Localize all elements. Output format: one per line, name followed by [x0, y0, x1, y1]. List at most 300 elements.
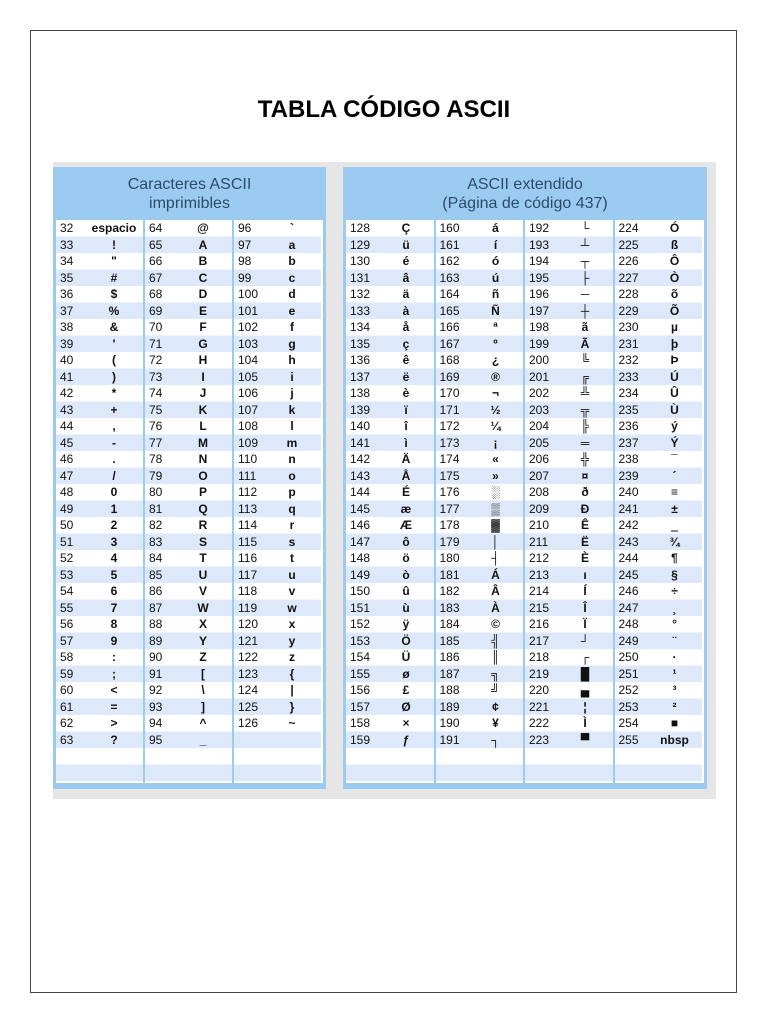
char-code: 81 — [149, 501, 163, 516]
char-glyph: S — [198, 534, 207, 549]
char-glyph: » — [492, 468, 499, 483]
table-row — [145, 402, 232, 419]
table-row — [145, 501, 232, 518]
char-glyph: H — [198, 353, 208, 367]
char-glyph: Á — [491, 567, 500, 582]
table-row — [145, 435, 232, 452]
char-code: 161 — [439, 237, 460, 252]
char-code: 188 — [439, 683, 460, 697]
char-glyph: @ — [197, 221, 209, 235]
char-code: 44 — [60, 419, 74, 433]
char-glyph: ┼ — [580, 303, 590, 318]
char-code: 67 — [149, 270, 163, 285]
table-row — [56, 501, 143, 518]
table-column — [525, 220, 613, 783]
table-row — [145, 319, 232, 336]
char-code: 154 — [350, 650, 371, 664]
table-row — [436, 501, 524, 518]
char-glyph: Ü — [401, 650, 411, 664]
char-glyph: O — [198, 468, 208, 483]
char-glyph: Q — [198, 501, 208, 516]
char-code: 241 — [618, 501, 639, 516]
table-row — [436, 270, 524, 287]
table-row — [346, 253, 434, 270]
char-code: 52 — [60, 551, 74, 565]
char-glyph: i — [290, 369, 294, 384]
char-glyph: ö — [402, 551, 410, 565]
char-code: 129 — [350, 237, 371, 252]
char-code: 110 — [238, 452, 258, 466]
char-code: 38 — [60, 320, 74, 334]
char-glyph: : — [112, 650, 116, 664]
char-glyph: │ — [491, 534, 500, 549]
char-glyph: nbsp — [660, 732, 689, 747]
char-glyph: ▀ — [580, 732, 590, 747]
char-glyph: o — [288, 468, 296, 483]
table-row — [145, 715, 232, 732]
table-row — [234, 699, 321, 716]
char-glyph: | — [290, 683, 294, 697]
table-row — [145, 237, 232, 254]
char-code: 82 — [149, 518, 163, 532]
char-code: 184 — [439, 617, 460, 631]
char-code: 130 — [350, 254, 371, 268]
char-glyph: É — [401, 485, 410, 499]
table-row — [346, 682, 434, 699]
char-code: 220 — [529, 683, 550, 697]
char-glyph: Í — [583, 584, 587, 598]
char-code: 168 — [439, 353, 460, 367]
char-code: 111 — [238, 468, 257, 483]
char-code: 100 — [238, 287, 259, 301]
char-glyph: % — [108, 303, 120, 318]
char-glyph: [ — [201, 666, 205, 681]
table-row — [56, 270, 143, 287]
table-row — [346, 732, 434, 749]
char-glyph: ô — [402, 534, 410, 549]
char-glyph: ▓ — [491, 518, 500, 532]
char-glyph: Ú — [670, 369, 679, 384]
char-code: 160 — [439, 221, 460, 235]
char-glyph: 7 — [110, 600, 118, 615]
char-code: 109 — [238, 435, 259, 450]
char-glyph: Ô — [669, 254, 680, 268]
table-row — [145, 369, 232, 386]
char-glyph: Ã — [580, 336, 590, 351]
ascii-table-image — [53, 162, 716, 799]
char-code: 60 — [60, 683, 74, 697]
char-glyph: Å — [401, 468, 411, 483]
char-glyph: T — [199, 551, 207, 565]
table-row — [56, 303, 143, 320]
table-row — [56, 715, 143, 732]
table-row — [615, 583, 703, 600]
extended-ascii-header — [343, 167, 707, 218]
table-row — [234, 237, 321, 254]
table-row — [145, 600, 232, 617]
char-code: 225 — [618, 237, 639, 252]
char-glyph: t — [290, 551, 294, 565]
char-glyph: m — [286, 435, 298, 450]
char-glyph: ┤ — [491, 551, 500, 565]
char-glyph: / — [112, 468, 116, 483]
char-glyph: s — [288, 534, 296, 549]
char-code: 191 — [439, 732, 460, 747]
char-glyph: ╦ — [580, 402, 590, 417]
char-code: 223 — [529, 732, 550, 747]
char-glyph: ® — [491, 369, 500, 384]
char-code: 74 — [149, 386, 163, 400]
char-glyph: À — [491, 600, 500, 615]
char-glyph: ═ — [580, 435, 590, 450]
table-row — [436, 616, 524, 633]
char-code: 240 — [618, 485, 639, 499]
char-code: 180 — [439, 551, 460, 565]
char-glyph: W — [197, 600, 209, 615]
char-glyph: æ — [400, 501, 412, 516]
table-row — [525, 237, 613, 254]
char-glyph: v — [288, 584, 296, 598]
char-code: 208 — [529, 485, 550, 499]
char-code: 219 — [529, 666, 550, 681]
char-glyph: R — [198, 518, 208, 532]
char-glyph: é — [402, 254, 410, 268]
char-code: 53 — [60, 567, 74, 582]
table-column — [615, 220, 703, 783]
char-glyph: Ä — [401, 452, 411, 466]
char-glyph: L — [199, 419, 207, 433]
table-row — [145, 336, 232, 353]
table-row — [615, 286, 703, 303]
char-code: 91 — [149, 666, 163, 681]
char-glyph: ├ — [580, 270, 590, 285]
char-code: 79 — [149, 468, 163, 483]
char-glyph: Î — [583, 600, 587, 615]
table-row — [525, 715, 613, 732]
table-row — [56, 633, 143, 650]
char-glyph: ~ — [288, 716, 296, 730]
char-code: 69 — [149, 303, 163, 318]
char-code: 42 — [60, 386, 74, 400]
table-row — [346, 418, 434, 435]
char-glyph: b — [288, 254, 296, 268]
table-row — [615, 616, 703, 633]
char-code: 203 — [529, 402, 550, 417]
char-code: 85 — [149, 567, 163, 582]
char-code: 34 — [60, 254, 74, 268]
table-row — [234, 402, 321, 419]
table-row — [346, 550, 434, 567]
char-code: 137 — [350, 369, 371, 384]
char-glyph: ┌ — [580, 650, 590, 664]
char-glyph: È — [580, 551, 589, 565]
table-row — [234, 666, 321, 683]
char-glyph: ã — [581, 320, 589, 334]
char-glyph: µ — [671, 320, 678, 334]
char-code: 229 — [618, 303, 639, 318]
char-code: 251 — [618, 666, 639, 681]
char-code: 56 — [60, 617, 74, 631]
char-code: 62 — [60, 716, 74, 730]
table-row — [346, 583, 434, 600]
char-glyph: u — [288, 567, 296, 582]
char-glyph: + — [110, 402, 118, 417]
char-glyph: ë — [402, 369, 410, 384]
char-glyph: þ — [670, 336, 679, 351]
table-row — [234, 616, 321, 633]
char-code: 36 — [60, 287, 74, 301]
table-row — [56, 435, 143, 452]
table-row — [346, 484, 434, 501]
char-glyph: Ö — [401, 633, 411, 648]
char-code: 166 — [439, 320, 460, 334]
char-code: 104 — [238, 353, 259, 367]
char-code: 124 — [238, 683, 259, 697]
table-row — [436, 435, 524, 452]
char-glyph: k — [288, 402, 296, 417]
table-row — [56, 402, 143, 419]
char-code: 95 — [149, 732, 163, 747]
printable-ascii-table — [56, 220, 323, 783]
char-code: 213 — [529, 567, 550, 582]
char-code: 181 — [439, 567, 460, 582]
table-row — [56, 319, 143, 336]
char-code: 254 — [618, 716, 639, 730]
char-glyph: w — [287, 600, 297, 615]
char-code: 176 — [439, 485, 460, 499]
char-glyph: î — [404, 419, 408, 433]
char-code: 135 — [350, 336, 371, 351]
printable-ascii-panel — [53, 167, 326, 789]
char-glyph: c — [288, 270, 296, 285]
table-row — [56, 468, 143, 485]
char-code: 123 — [238, 666, 259, 681]
char-glyph: ] — [201, 699, 205, 714]
table-row — [615, 517, 703, 534]
char-glyph: Y — [198, 633, 207, 648]
table-row — [436, 336, 524, 353]
table-row — [145, 699, 232, 716]
table-row — [525, 286, 613, 303]
char-code: 246 — [618, 584, 639, 598]
char-glyph: Ø — [401, 699, 411, 714]
char-code: 249 — [618, 633, 639, 648]
char-glyph: ¯ — [671, 452, 678, 466]
table-row — [615, 600, 703, 617]
table-row — [436, 253, 524, 270]
table-row — [56, 616, 143, 633]
char-code: 218 — [529, 650, 550, 664]
table-row — [346, 352, 434, 369]
table-row — [615, 666, 703, 683]
table-row — [56, 369, 143, 386]
char-code: 41 — [60, 369, 74, 384]
table-row — [525, 418, 613, 435]
table-row — [145, 567, 232, 584]
char-glyph: # — [110, 270, 118, 285]
char-glyph: G — [198, 336, 208, 351]
table-row — [145, 534, 232, 551]
char-code: 117 — [238, 567, 258, 582]
char-glyph: f — [290, 320, 294, 334]
table-row — [145, 666, 232, 683]
char-code: 173 — [439, 435, 460, 450]
char-code: 245 — [618, 567, 639, 582]
table-row — [346, 567, 434, 584]
char-code: 98 — [238, 254, 252, 268]
table-row — [145, 616, 232, 633]
char-code: 112 — [238, 485, 258, 499]
char-code: 115 — [238, 534, 258, 549]
char-code: 32 — [60, 221, 74, 235]
char-glyph: ! — [112, 237, 116, 252]
table-row — [234, 319, 321, 336]
char-glyph: ─ — [580, 287, 590, 301]
char-glyph: ╬ — [580, 452, 590, 466]
table-row — [346, 616, 434, 633]
char-code: 103 — [238, 336, 259, 351]
table-row — [56, 418, 143, 435]
char-glyph: 9 — [110, 633, 118, 648]
table-row — [234, 270, 321, 287]
table-row — [145, 303, 232, 320]
table-row — [525, 352, 613, 369]
char-code: 83 — [149, 534, 163, 549]
char-glyph: h — [288, 353, 296, 367]
char-glyph: ) — [112, 369, 116, 384]
table-row — [56, 600, 143, 617]
table-row — [346, 303, 434, 320]
char-glyph: q — [288, 501, 296, 516]
char-code: 172 — [439, 419, 460, 433]
printable-header-line1: Caracteres ASCII — [127, 176, 252, 193]
table-row — [234, 286, 321, 303]
table-column — [346, 220, 434, 783]
char-glyph: å — [402, 320, 410, 334]
char-code: 197 — [529, 303, 550, 318]
char-glyph: ê — [402, 353, 410, 367]
table-row — [525, 220, 613, 237]
char-glyph: ´ — [672, 468, 677, 483]
table-row — [145, 352, 232, 369]
char-code: 162 — [439, 254, 460, 268]
char-code: 35 — [60, 270, 74, 285]
table-row — [234, 303, 321, 320]
table-row — [234, 468, 321, 485]
table-row — [234, 682, 321, 699]
char-code: 58 — [60, 650, 74, 664]
table-row — [234, 550, 321, 567]
char-glyph: à — [402, 303, 410, 318]
char-glyph: n — [288, 452, 296, 466]
char-glyph: ì — [404, 435, 408, 450]
table-row — [525, 550, 613, 567]
char-glyph: < — [110, 683, 118, 697]
table-row — [346, 319, 434, 336]
char-glyph: ó — [491, 254, 500, 268]
char-code: 33 — [60, 237, 74, 252]
char-code: 61 — [60, 699, 74, 714]
char-code: 227 — [618, 270, 639, 285]
table-row — [56, 451, 143, 468]
char-glyph: · — [672, 650, 677, 664]
table-row — [436, 484, 524, 501]
table-row — [436, 451, 524, 468]
char-glyph: \ — [201, 683, 205, 697]
char-code: 189 — [439, 699, 460, 714]
char-glyph: 4 — [110, 551, 118, 565]
char-code: 140 — [350, 419, 371, 433]
table-row — [346, 220, 434, 237]
char-glyph: " — [111, 254, 117, 268]
table-row — [436, 402, 524, 419]
char-code: 239 — [618, 468, 639, 483]
char-code: 57 — [60, 633, 74, 648]
table-row — [234, 369, 321, 386]
char-glyph: ° — [672, 617, 677, 631]
char-code: 150 — [350, 584, 371, 598]
char-glyph: Ð — [580, 501, 590, 516]
char-glyph: Ï — [583, 617, 587, 631]
char-code: 204 — [529, 419, 550, 433]
char-code: 178 — [439, 518, 460, 532]
table-row — [525, 699, 613, 716]
table-row — [436, 286, 524, 303]
table-row — [436, 220, 524, 237]
table-row — [436, 237, 524, 254]
char-code: 46 — [60, 452, 74, 466]
char-glyph: Þ — [670, 353, 679, 367]
table-row — [145, 583, 232, 600]
table-row — [436, 682, 524, 699]
char-code: 174 — [439, 452, 460, 466]
char-glyph: £ — [402, 683, 410, 697]
char-glyph: ¥ — [492, 716, 499, 730]
char-glyph: > — [110, 716, 118, 730]
char-code: 222 — [529, 716, 550, 730]
table-row — [346, 600, 434, 617]
char-code: 113 — [238, 501, 258, 516]
char-code: 68 — [149, 287, 163, 301]
char-glyph: ² — [672, 699, 677, 714]
char-code: 214 — [529, 584, 550, 598]
char-glyph: © — [491, 617, 500, 631]
table-row — [615, 649, 703, 666]
char-glyph: l — [290, 419, 294, 433]
table-row — [525, 435, 613, 452]
char-glyph: Ë — [580, 534, 589, 549]
char-code: 221 — [529, 699, 550, 714]
table-row — [615, 270, 703, 287]
table-row — [56, 385, 143, 402]
char-glyph: X — [198, 617, 207, 631]
char-code: 233 — [618, 369, 639, 384]
char-code: 200 — [529, 353, 550, 367]
char-code: 147 — [350, 534, 371, 549]
table-row — [234, 583, 321, 600]
char-code: 252 — [618, 683, 639, 697]
char-glyph: ½ — [490, 402, 501, 417]
char-glyph: $ — [110, 287, 118, 301]
char-glyph: U — [198, 567, 208, 582]
char-glyph: × — [402, 716, 410, 730]
char-code: 97 — [238, 237, 252, 252]
table-row — [346, 435, 434, 452]
char-code: 45 — [60, 435, 74, 450]
table-row — [436, 352, 524, 369]
char-code: 228 — [618, 287, 639, 301]
char-code: 40 — [60, 353, 74, 367]
